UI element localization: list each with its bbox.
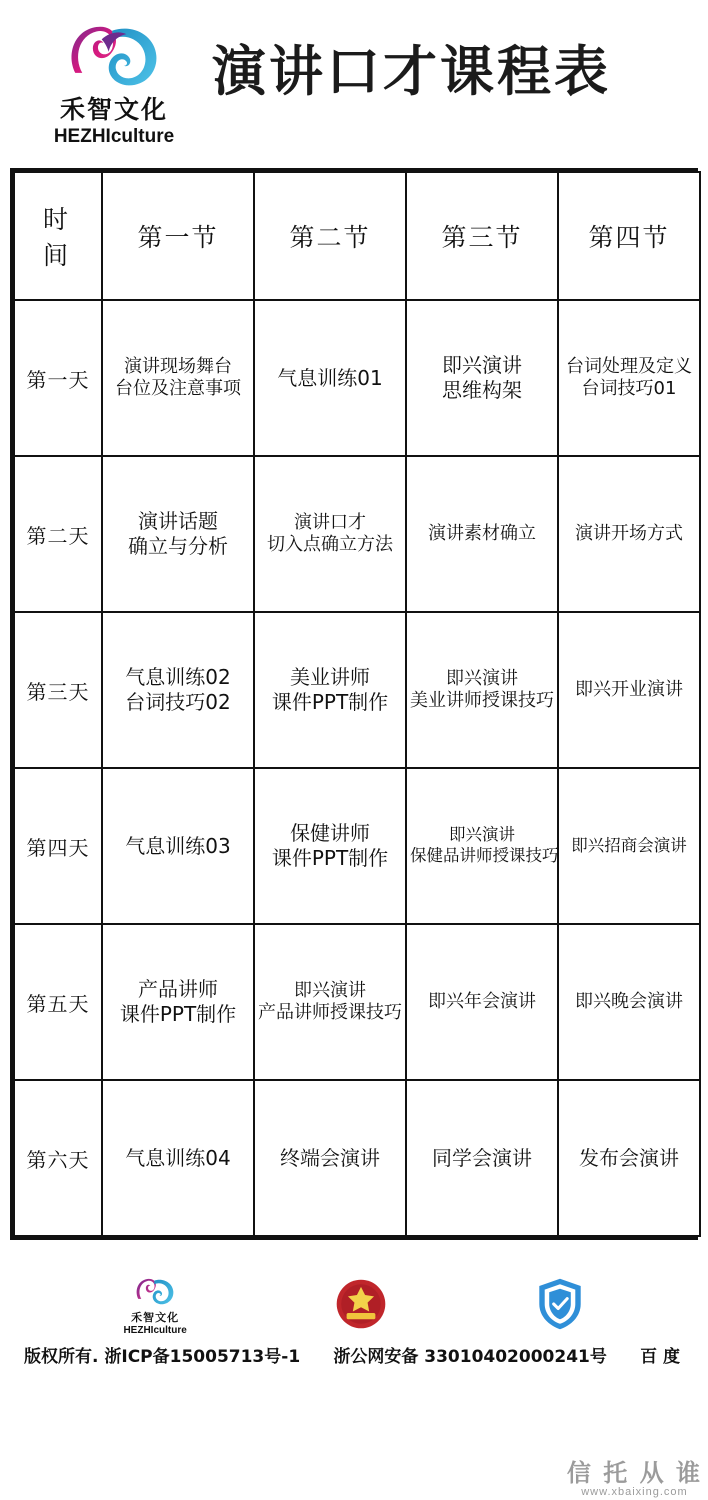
- schedule-cell-line: 即兴演讲: [446, 667, 518, 689]
- schedule-cell: [558, 456, 700, 612]
- schedule-cell: [558, 768, 700, 924]
- schedule-cell-line: 气息训练02: [125, 665, 231, 689]
- brand-name-en: HEZHIculture: [53, 125, 175, 147]
- schedule-cell-line: 台词技巧01: [581, 378, 677, 399]
- watermark: [567, 1461, 702, 1498]
- footer-text-row: [10, 1336, 698, 1367]
- schedule-cell-line: 即兴招商会演讲: [571, 835, 687, 855]
- schedule-cell-line: 演讲口才: [294, 511, 366, 533]
- header: [0, 0, 708, 160]
- police-badge-icon: [334, 1277, 388, 1336]
- footer-brand-name-cn: 禾智文化: [131, 1311, 180, 1324]
- schedule-cell-line: 切入点确立方法: [267, 534, 393, 555]
- schedule-cell-line: 课件PPT制作: [271, 846, 389, 870]
- watermark-url-text: www.xbaixing.com: [581, 1486, 688, 1498]
- schedule-cell-line: 台位及注意事项: [115, 378, 241, 399]
- schedule-cell-line: 台词技巧02: [125, 690, 231, 714]
- day-label: 第三天: [14, 612, 102, 768]
- schedule-cell-line: 台词处理及定义: [566, 355, 692, 377]
- table-row: [14, 612, 700, 768]
- schedule-cell-line: 课件PPT制作: [271, 690, 389, 714]
- schedule-cell-line: 演讲素材确立: [428, 522, 536, 544]
- schedule-cell: [102, 768, 254, 924]
- schedule-cell: [102, 456, 254, 612]
- brand-name-cn: 禾智文化: [59, 95, 168, 125]
- watermark-main-text: 信 托 从 谁: [566, 1459, 702, 1487]
- schedule-cell-line: 产品讲师授课技巧: [258, 1002, 402, 1023]
- column-header-time: 时 间: [14, 172, 102, 300]
- schedule-cell: [102, 924, 254, 1080]
- schedule-cell-line: 保健品讲师授课技巧: [410, 846, 559, 865]
- schedule-cell: [558, 924, 700, 1080]
- schedule-cell: [102, 612, 254, 768]
- police-record-text: 浙公网安备 33010402000241号: [333, 1347, 607, 1367]
- schedule-table-container: [10, 168, 698, 1240]
- footer: [0, 1258, 708, 1367]
- schedule-cell: [406, 456, 558, 612]
- schedule-cell-line: 演讲话题: [138, 509, 218, 533]
- column-header-period-2: 第二节: [254, 172, 406, 300]
- day-label: 第二天: [14, 456, 102, 612]
- schedule-cell: [254, 768, 406, 924]
- schedule-cell: [254, 300, 406, 456]
- schedule-cell-line: 思维构架: [442, 378, 522, 402]
- schedule-cell-line: 即兴开业演讲: [575, 678, 683, 700]
- schedule-cell-line: 气息训练01: [277, 365, 383, 390]
- schedule-cell: [254, 924, 406, 1080]
- copyright-text: 版权所有. 浙ICP备15005713号-1: [24, 1347, 301, 1367]
- table-row: [14, 300, 700, 456]
- schedule-cell: [558, 1080, 700, 1236]
- schedule-cell: [102, 1080, 254, 1236]
- schedule-cell-line: 即兴演讲: [442, 353, 522, 377]
- table-row: [14, 924, 700, 1080]
- schedule-cell-line: 即兴晚会演讲: [575, 990, 683, 1012]
- schedule-cell: [406, 1080, 558, 1236]
- table-body: [14, 300, 700, 1236]
- schedule-cell: [406, 300, 558, 456]
- column-header-period-4: 第四节: [558, 172, 700, 300]
- schedule-cell: [254, 1080, 406, 1236]
- schedule-cell: [102, 300, 254, 456]
- column-header-period-3: 第三节: [406, 172, 558, 300]
- schedule-cell-line: 美业讲师: [290, 665, 370, 689]
- schedule-cell-line: 演讲现场舞台: [124, 355, 232, 377]
- schedule-table: [13, 171, 701, 1237]
- schedule-cell-line: 确立与分析: [128, 534, 228, 558]
- schedule-cell: [406, 612, 558, 768]
- table-row: [14, 1080, 700, 1236]
- day-label: 第六天: [14, 1080, 102, 1236]
- footer-brand-name-en: HEZHIculture: [123, 1325, 187, 1336]
- schedule-cell-line: 即兴演讲: [294, 979, 366, 1001]
- schedule-cell-line: 保健讲师: [290, 821, 370, 845]
- schedule-cell-line: 即兴演讲: [449, 825, 515, 845]
- schedule-cell-line: 产品讲师: [138, 977, 218, 1001]
- schedule-cell-line: 发布会演讲: [579, 1145, 679, 1170]
- day-label: 第四天: [14, 768, 102, 924]
- schedule-cell-line: 美业讲师授课技巧: [410, 690, 554, 711]
- day-label: 第一天: [14, 300, 102, 456]
- schedule-cell: [406, 768, 558, 924]
- schedule-cell-line: 气息训练04: [125, 1145, 231, 1170]
- table-row: [14, 768, 700, 924]
- footer-brand-logo: [123, 1276, 186, 1336]
- table-header-row: [14, 172, 700, 300]
- schedule-cell: [558, 612, 700, 768]
- schedule-cell-line: 课件PPT制作: [119, 1002, 237, 1026]
- schedule-cell-line: 气息训练03: [125, 833, 231, 858]
- schedule-cell-line: 即兴年会演讲: [428, 990, 536, 1012]
- trusted-site-shield-icon: [535, 1277, 585, 1336]
- schedule-cell: [558, 300, 700, 456]
- column-header-period-1: 第一节: [102, 172, 254, 300]
- day-label: 第五天: [14, 924, 102, 1080]
- baidu-label: 百 度: [640, 1347, 680, 1367]
- footer-icon-row: [10, 1258, 698, 1336]
- schedule-cell: [254, 612, 406, 768]
- schedule-cell: [406, 924, 558, 1080]
- brand-logo: [34, 20, 194, 148]
- schedule-cell-line: 终端会演讲: [280, 1145, 380, 1170]
- schedule-cell-line: 同学会演讲: [432, 1145, 532, 1170]
- baidu-label-group: [640, 1342, 684, 1367]
- table-row: [14, 456, 700, 612]
- page-title: 演讲口才课程表: [212, 38, 611, 103]
- schedule-cell: [254, 456, 406, 612]
- hezhi-wave-logo-icon: [60, 20, 168, 94]
- schedule-cell-line: 演讲开场方式: [575, 522, 683, 544]
